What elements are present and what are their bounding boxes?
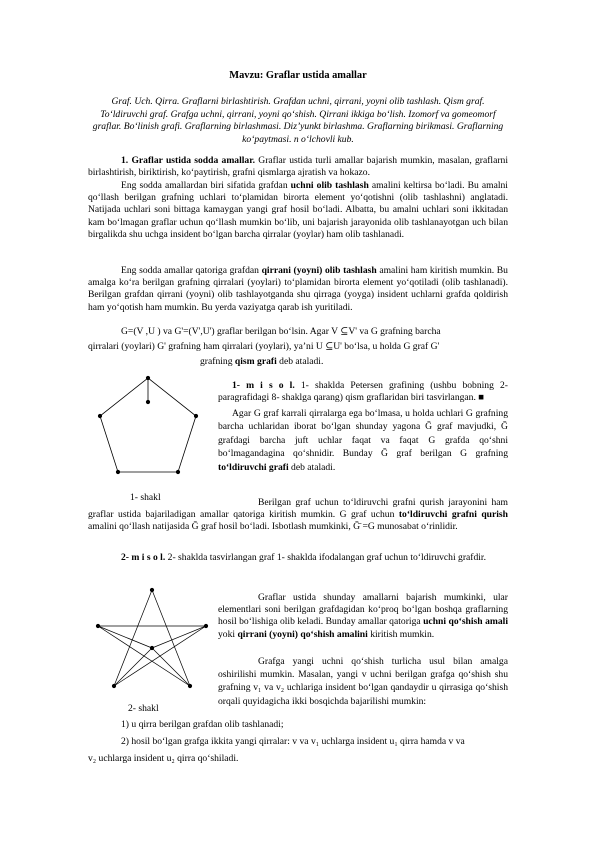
fig1-vertex xyxy=(194,414,197,417)
add-vertex-paragraph: Grafga yangi uchni qo‘shish turlicha usul bilan amalga oshirilishi mumkin. Masalan, yangi v uchni berilgan grafga qo‘shish shu grafning v₁ va v₂ uchlariga insident bo‘lgan qandaydir u qirrasiga qo‘shish orqali quyidagicha ikki bosqichda bajarilishi mumkin: xyxy=(218,656,508,707)
subgraph-line-3 xyxy=(200,356,508,368)
fig2-edge xyxy=(152,648,190,686)
p7-text-c: yoki xyxy=(218,628,238,640)
p2-text-c: amalini keltirsa bo‘ladi. Bu amalni qo‘llash berilgan grafning uchlari to‘plamidan birorta element yo‘qotishni (olib tashlashni) anglatadi. Natijada uchlari soni bittaga kamaygan yangi graf hosil bo‘ladi. Albatta, bu amalni uchlari soni ikkitadan kam bo‘lmagan graflar uchun qo‘llash mumkin bo‘lib, uni bajarish jarayonida olib tashlanayotgan uch bilan birgalikda shu uchga insident bo‘lgan barcha qirralar (yoylar) ham olib tashlanadi. xyxy=(88,180,508,240)
fig1-vertex xyxy=(146,400,149,403)
complement-text-end: deb ataladi. xyxy=(288,461,336,473)
p7-term-2: qirrani (yoyni) qo‘shish amalini xyxy=(237,628,368,640)
figure-1-graph xyxy=(88,368,208,488)
example-1-label: 1- m i s o l. xyxy=(232,380,295,391)
fig2-vertex xyxy=(150,646,153,649)
subgraph-text-c: deb ataladi. xyxy=(276,356,324,367)
section-1-text: Graflar ustida turli amallar bajarish mumkin, masalan, graflarni birlashtirish, biriktirish, ko‘paytirish, grafni qismlarga ajratish va hokazo. xyxy=(88,155,508,179)
fig2-vertex xyxy=(96,624,99,627)
example-2 xyxy=(88,552,508,564)
step-1: 1) u qirra berilgan grafdan olib tashlanadi; xyxy=(121,719,284,730)
fig2-edge xyxy=(114,648,152,686)
section-1-intro xyxy=(88,155,508,179)
fig2-vertex xyxy=(150,588,153,591)
p2-term: uchni olib tashlash xyxy=(290,180,369,191)
fig1-vertex xyxy=(176,470,179,473)
fig1-vertex xyxy=(98,414,101,417)
p7-text-e: kiritish mumkin. xyxy=(367,628,435,640)
subgraph-term: qism grafi xyxy=(234,356,277,367)
complement-text: Agar G graf karrali qirralarga ega bo‘lmasa, u holda uchlari G grafning barcha uchlaridan iborat bo‘lgan shunday yagona Ḡ graf mavjudki, Ḡ grafdagi barcha juft uchlar faqat va faqat G grafda qo‘shni bo‘lmagandagina qo‘shnidir. Bunday Ḡ graf berilgan G grafning xyxy=(218,408,508,460)
fig2-edge xyxy=(152,590,190,686)
figure-2-caption: 2- shakl xyxy=(128,703,159,714)
abstract: Graf. Uch. Qirra. Graflarni birlashtirish. Grafdan uchni, qirrani, yoyni olib tashlash. Qism graf. To‘ldiruvchi graf. Grafga uchni, qirrani, yoyni qo‘shish. Qirrani ikkiga bo‘lish. Izomorf va gomeomorf graflar. Bo‘linish grafi. Graflarning birlashmasi. Diz’yunkt birlashma. Graflarning birikmasi. Graflarning ko‘paytmasi. n o‘lchovli kub. xyxy=(92,96,504,145)
p3-text-c: amalini ham kiritish mumkin. Bu amalga ko‘ra berilgan grafning qirralari (yoylari) to‘plamidan birorta element yo‘qotiladi (olib tashlanadi). Berilgan grafdan qirrani (yoyni) olib tashlayotganda shu qirraga (yoyga) insident uchlarni grafda qoldirish ham yo‘qotish ham mumkin. Bu yerda vaziyatga qarab ish yuritiladi. xyxy=(88,265,508,313)
step-2-line-1: 2) hosil bo‘lgan grafga ikkita yangi qirralar: v va v₁ uchlarga insident u₁ qirra hamda v va xyxy=(121,736,465,747)
p6-term: to‘ldiruvchi grafni qurish xyxy=(398,509,508,521)
p3-text-a: Eng sodda amallar qatoriga grafdan xyxy=(121,265,262,276)
fig2-edge xyxy=(98,626,152,648)
step-2-line-2: v₂ uchlarga insident u₂ qirra qo‘shiladi. xyxy=(88,753,239,764)
example-2-label: 2- m i s o l. xyxy=(121,552,166,563)
figure-1-caption: 1- shakl xyxy=(130,492,161,503)
paragraph-remove-edge xyxy=(88,265,508,314)
subgraph-text-a: grafning xyxy=(200,356,235,367)
add-operations xyxy=(218,592,508,641)
fig2-vertex xyxy=(204,624,207,627)
fig1-vertex xyxy=(116,470,119,473)
figure-2-graph xyxy=(92,582,212,694)
complement-operation xyxy=(88,497,508,534)
section-1-heading: 1. Graflar ustida sodda amallar. xyxy=(121,155,256,166)
fig2-vertex xyxy=(112,684,115,687)
fig2-vertex xyxy=(188,684,191,687)
p2-text-a: Eng sodda amallardan biri sifatida grafdan xyxy=(121,180,291,191)
fig2-edge xyxy=(114,590,152,686)
example-1 xyxy=(218,380,508,404)
p3-term: qirrani (yoyni) olib tashlash xyxy=(261,265,377,276)
p6-text-a: Berilgan graf uchun to‘ldiruvchi grafni qurish jarayonini ham graflar ustida bajariladigan amallar qatoriga kiritish mumkin. G graf uchun xyxy=(88,497,508,521)
subgraph-line-1: G=(V ,U ) va G'=(V',U') graflar berilgan bo‘lsin. Agar V ⊆V' va G grafning barcha xyxy=(121,326,441,337)
paragraph-remove-vertex xyxy=(88,180,508,241)
fig1-vertex xyxy=(146,376,149,379)
page-title: Mavzu: Graflar ustida amallar xyxy=(229,70,367,81)
complement-term: to‘ldiruvchi grafi xyxy=(218,461,289,473)
fig2-edge xyxy=(152,626,206,648)
example-1-text: 1- shaklda Petersen grafining (ushbu bobning 2- paragrafidagi 8- shaklga qarang) qism graflaridan biri tasvirlangan. ■ xyxy=(218,380,508,404)
complement-definition xyxy=(218,407,508,474)
example-2-text: 2- shaklda tasvirlangan graf 1- shaklda ifodalangan graf uchun to‘ldiruvchi grafdir. xyxy=(165,552,486,563)
subgraph-line-2: qirralari (yoylari) G' grafning ham qirralari (yoylari), ya’ni U ⊆U' bo‘lsa, u holda G graf G' xyxy=(88,341,440,352)
p6-text-c: amalini qo‘llash natijasida Ḡ graf hosil bo‘ladi. Isbotlash mumkinki, Ḡ̄ =G munosabat o‘rinlidir. xyxy=(88,521,458,533)
p7-text-a: Graflar ustida shunday amallarni bajarish mumkinki, ular elementlari soni berilgan grafdagidan ko‘proq bo‘lgan boshqa graflarning hosil bo‘lishiga olib keladi. Bunday amallar qatoriga xyxy=(218,592,508,628)
p7-term-1: uchni qo‘shish amali xyxy=(423,616,509,628)
